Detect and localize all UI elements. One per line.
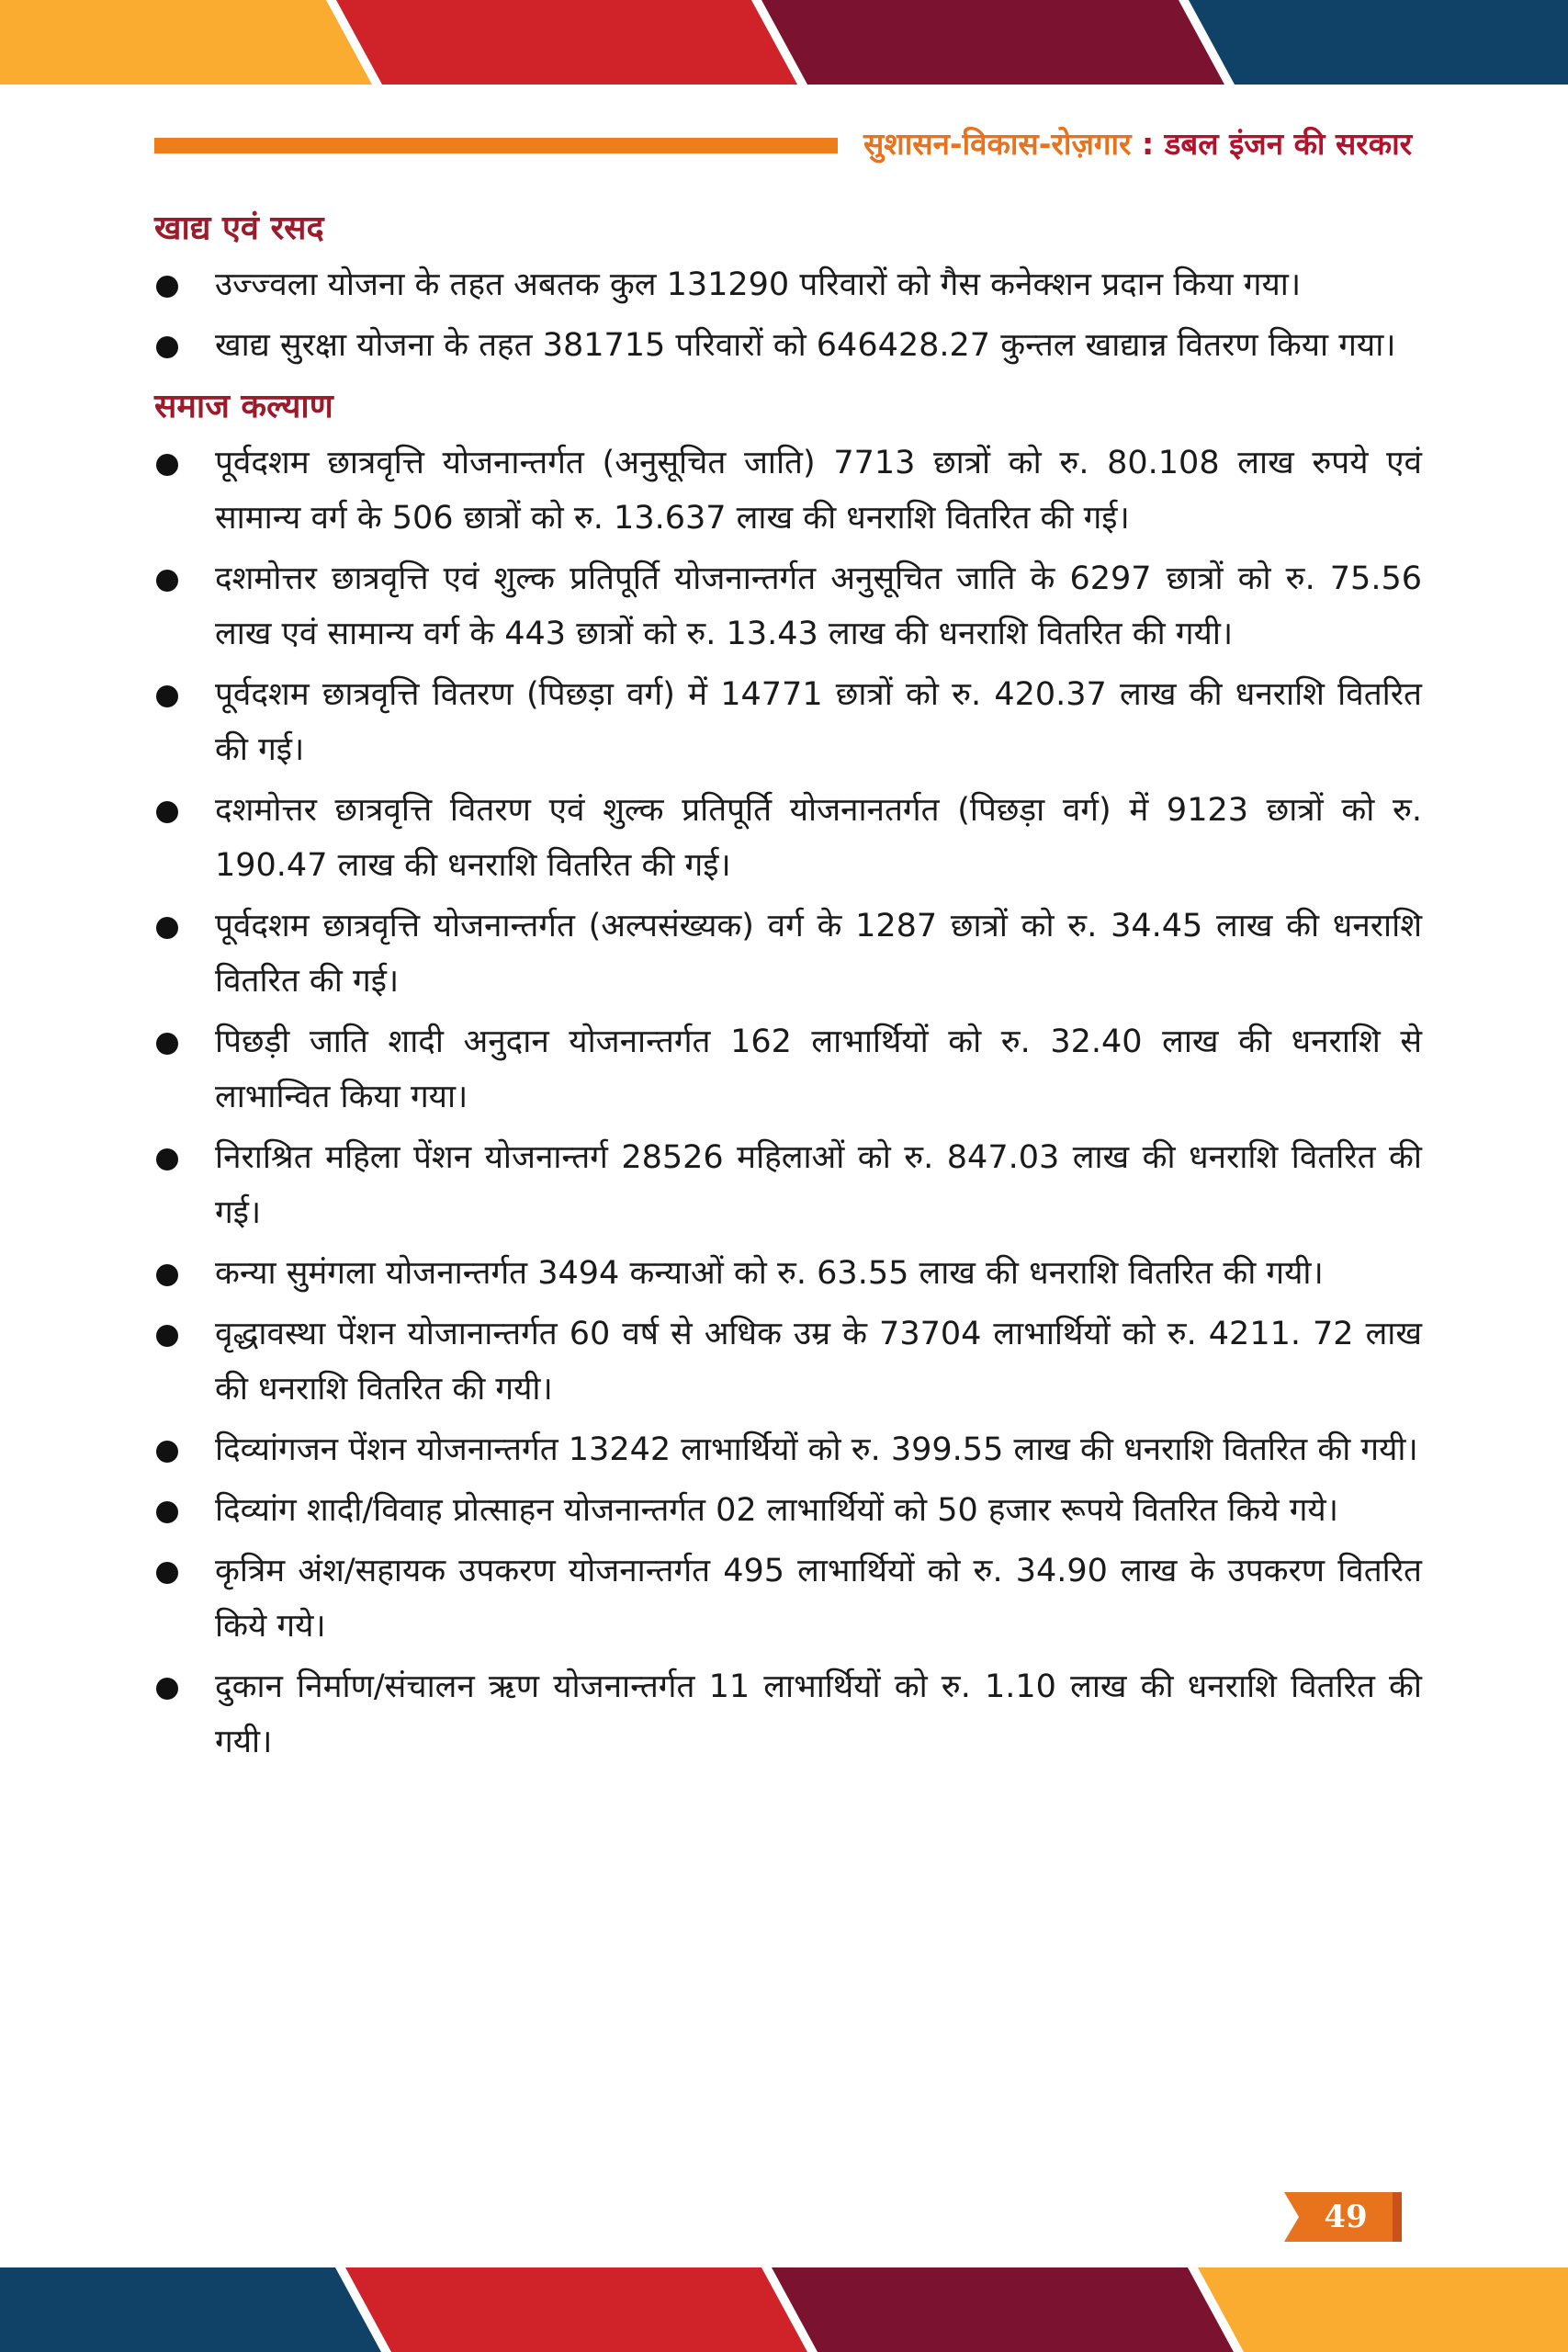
bullet-icon [156, 276, 178, 298]
list-item [154, 1483, 1422, 1538]
top-decorative-band [0, 0, 1568, 85]
section-title: समाज कल्याण [154, 387, 333, 425]
page-number-tab [1284, 2192, 1404, 2242]
bullet-icon [156, 1033, 178, 1055]
list-item [154, 257, 1422, 312]
bullet-icon [156, 1148, 178, 1170]
page-number: 49 [1324, 2199, 1368, 2235]
list-item-text: पूर्वदशम छात्रवृत्ति वितरण (पिछड़ा वर्ग) में 14771 छात्रों को रु. 420.37 लाख की धनराशि वितरित की गई। [215, 676, 1422, 768]
bullet-list [154, 257, 1422, 373]
list-item [154, 1306, 1422, 1417]
bullet-list [154, 435, 1422, 1770]
bullet-icon [156, 1501, 178, 1523]
list-item-text: दशमोत्तर छात्रवृत्ति वितरण एवं शुल्क प्रतिपूर्ति योजनानतर्गत (पिछड़ा वर्ग) में 9123 छात्रों को रु. 190.47 लाख की धनराशि वितरित की गई। [215, 792, 1422, 884]
list-item-text: पूर्वदशम छात्रवृत्ति योजनान्तर्गत (अल्पसंख्यक) वर्ग के 1287 छात्रों को रु. 34.45 लाख की धनराशि वितरित की गई। [215, 908, 1422, 1000]
header-title-part1: सुशासन-विकास-रोज़गार [863, 126, 1132, 162]
list-item-text: पिछड़ी जाति शादी अनुदान योजनान्तर्गत 162 लाभार्थियों को रु. 32.40 लाख की धनराशि से लाभान्वित किया गया। [215, 1023, 1422, 1115]
list-item-text: कृत्रिम अंश/सहायक उपकरण योजनान्तर्गत 495 लाभार्थियों को रु. 34.90 लाख के उपकरण वितरित किये गये। [215, 1553, 1422, 1645]
section-title: खाद्य एवं रसद [154, 209, 324, 247]
bullet-icon [156, 1325, 178, 1347]
bullet-icon [156, 1562, 178, 1584]
list-item-text: दशमोत्तर छात्रवृत्ति एवं शुल्क प्रतिपूर्ति योजनान्तर्गत अनुसूचित जाति के 6297 छात्रों को रु. 75.56 लाख एवं सामान्य वर्ग के 443 छात्रों को रु. 13.43 लाख की धनराशि वितरित की गयी। [215, 560, 1422, 652]
bullet-icon [156, 1264, 178, 1286]
list-item-text: वृद्धावस्था पेंशन योजानान्तर्गत 60 वर्ष से अधिक उम्र के 73704 लाभार्थियों को रु. 4211. 72 लाख की धनराशि वितरित की गयी। [215, 1316, 1422, 1408]
bullet-icon [156, 570, 178, 592]
list-item-text: दिव्यांग शादी/विवाह प्रोत्साहन योजनान्तर्गत 02 लाभार्थियों को 50 हजार रूपये वितरित किये गये। [215, 1492, 1338, 1529]
running-header-title [863, 121, 1415, 167]
header-title-part2: : डबल इंजन की सरकार [1131, 126, 1413, 162]
list-item [154, 783, 1422, 893]
list-item [154, 1246, 1422, 1301]
page-content [154, 204, 1422, 1779]
bottom-decorative-band [0, 2267, 1568, 2352]
bullet-icon [156, 454, 178, 476]
list-item-text: निराश्रित महिला पेंशन योजनान्तर्ग 28526 महिलाओं को रु. 847.03 लाख की धनराशि वितरित की गई। [215, 1139, 1422, 1231]
list-item-text: दिव्यांगजन पेंशन योजनान्तर्गत 13242 लाभार्थियों को रु. 399.55 लाख की धनराशि वितरित की गयी। [215, 1431, 1418, 1468]
bullet-icon [156, 917, 178, 939]
list-item [154, 1659, 1422, 1770]
list-item [154, 1130, 1422, 1240]
bullet-icon [156, 801, 178, 823]
list-item-text: दुकान निर्माण/संचालन ऋण योजनान्तर्गत 11 लाभार्थियों को रु. 1.10 लाख की धनराशि वितरित की गयी। [215, 1668, 1422, 1760]
section-food-supply [154, 204, 1422, 373]
list-item [154, 318, 1422, 373]
list-item [154, 1422, 1422, 1477]
list-item [154, 667, 1422, 777]
list-item [154, 435, 1422, 546]
bullet-icon [156, 685, 178, 707]
list-item-text: खाद्य सुरक्षा योजना के तहत 381715 परिवारों को 646428.27 कुन्तल खाद्यान्न वितरण किया गया। [215, 327, 1396, 364]
list-item [154, 1544, 1422, 1654]
bullet-icon [156, 1678, 178, 1700]
bullet-icon [156, 336, 178, 358]
header-orange-rule [154, 138, 838, 153]
list-item-text: पूर्वदशम छात्रवृत्ति योजनान्तर्गत (अनुसूचित जाति) 7713 छात्रों को रु. 80.108 लाख रुपये एवं सामान्य वर्ग के 506 छात्रों को रु. 13.637 लाख की धनराशि वितरित की गई। [215, 445, 1422, 537]
list-item-text: कन्या सुमंगला योजनान्तर्गत 3494 कन्याओं को रु. 63.55 लाख की धनराशि वितरित की गयी। [215, 1255, 1324, 1292]
list-item [154, 899, 1422, 1009]
list-item-text: उज्ज्वला योजना के तहत अबतक कुल 131290 परिवारों को गैस कनेक्शन प्रदान किया गया। [215, 266, 1302, 303]
list-item [154, 1014, 1422, 1125]
bullet-icon [156, 1441, 178, 1463]
section-social-welfare [154, 382, 1422, 1770]
list-item [154, 551, 1422, 662]
